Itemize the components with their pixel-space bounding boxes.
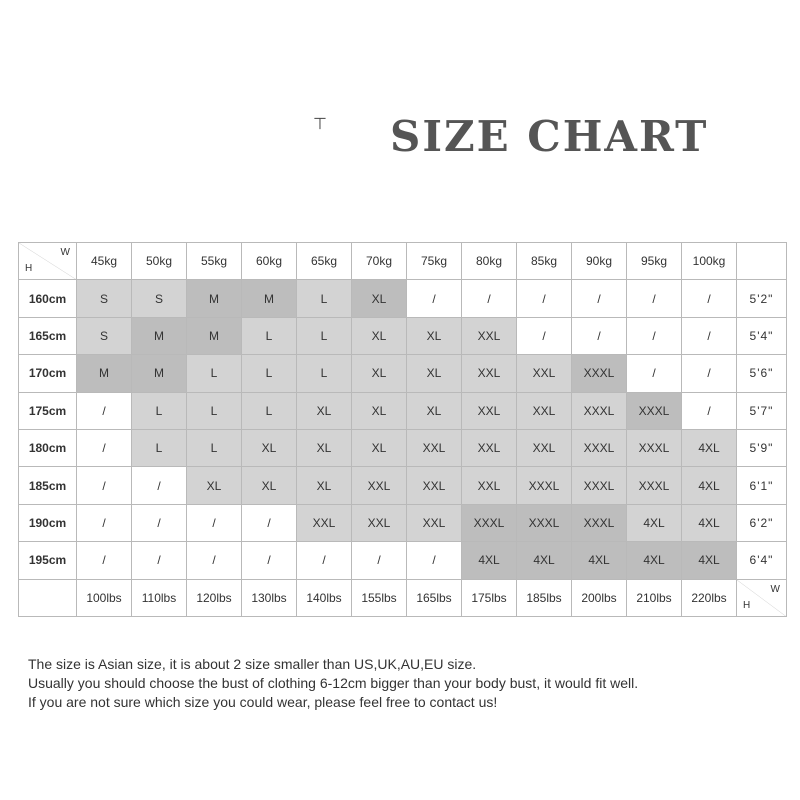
size-cell: 4XL <box>682 467 737 504</box>
size-table-body <box>19 243 787 617</box>
table-row <box>19 280 787 317</box>
size-cell: 4XL <box>682 542 737 579</box>
height-cell: 165cm <box>19 317 77 354</box>
pounds-cell: 175lbs <box>462 579 517 616</box>
size-cell: XXL <box>462 392 517 429</box>
size-cell: / <box>627 355 682 392</box>
size-cell: XL <box>407 355 462 392</box>
pounds-cell: 130lbs <box>242 579 297 616</box>
size-cell: M <box>77 355 132 392</box>
size-cell: XXL <box>352 504 407 541</box>
size-cell: S <box>77 280 132 317</box>
height-feet-cell: 5'7" <box>737 392 787 429</box>
size-table <box>18 242 787 617</box>
pounds-cell: 120lbs <box>187 579 242 616</box>
size-cell: XL <box>297 392 352 429</box>
size-cell: / <box>132 504 187 541</box>
size-cell: / <box>627 317 682 354</box>
weight-header-cell: 80kg <box>462 243 517 280</box>
size-cell: XL <box>242 467 297 504</box>
size-cell: / <box>242 542 297 579</box>
table-row <box>19 467 787 504</box>
pounds-cell: 110lbs <box>132 579 187 616</box>
size-cell: XL <box>352 317 407 354</box>
size-cell: / <box>77 429 132 466</box>
size-cell: 4XL <box>517 542 572 579</box>
size-cell: XXL <box>352 467 407 504</box>
size-cell: L <box>132 392 187 429</box>
pounds-cell: 100lbs <box>77 579 132 616</box>
height-feet-cell: 6'4" <box>737 542 787 579</box>
height-feet-cell: 5'6" <box>737 355 787 392</box>
weight-header-cell: 100kg <box>682 243 737 280</box>
size-cell: M <box>187 280 242 317</box>
size-cell: M <box>187 317 242 354</box>
weight-header-cell: 65kg <box>297 243 352 280</box>
size-cell: M <box>132 355 187 392</box>
size-cell: S <box>77 317 132 354</box>
size-cell: / <box>682 280 737 317</box>
weight-header-cell: 85kg <box>517 243 572 280</box>
size-cell: L <box>242 317 297 354</box>
height-cell: 195cm <box>19 542 77 579</box>
size-cell: / <box>77 392 132 429</box>
size-cell: / <box>407 280 462 317</box>
weight-axis-label: W <box>770 583 780 595</box>
size-cell: / <box>242 504 297 541</box>
size-cell: XL <box>407 317 462 354</box>
size-cell: XL <box>352 280 407 317</box>
size-cell: L <box>297 355 352 392</box>
height-axis-label: H <box>743 599 751 611</box>
pounds-cell: 185lbs <box>517 579 572 616</box>
height-cell: 180cm <box>19 429 77 466</box>
size-cell: / <box>187 504 242 541</box>
size-cell: XXXL <box>572 504 627 541</box>
height-feet-cell: 6'2" <box>737 504 787 541</box>
table-row <box>19 392 787 429</box>
size-cell: / <box>77 467 132 504</box>
size-cell: / <box>682 355 737 392</box>
pounds-cell: 140lbs <box>297 579 352 616</box>
table-row <box>19 504 787 541</box>
size-cell: XXL <box>297 504 352 541</box>
size-cell: / <box>517 317 572 354</box>
height-axis-label: H <box>25 263 33 275</box>
height-cell: 160cm <box>19 280 77 317</box>
size-cell: XL <box>297 429 352 466</box>
size-cell: S <box>132 280 187 317</box>
size-cell: M <box>132 317 187 354</box>
pounds-cell: 200lbs <box>572 579 627 616</box>
size-cell: XXL <box>407 467 462 504</box>
size-cell: XL <box>242 429 297 466</box>
pounds-cell: 210lbs <box>627 579 682 616</box>
size-cell: 4XL <box>682 504 737 541</box>
weight-header-cell: 75kg <box>407 243 462 280</box>
height-feet-cell: 6'1" <box>737 467 787 504</box>
pounds-footer-row <box>19 579 787 616</box>
size-cell: XXXL <box>627 392 682 429</box>
size-cell: XXXL <box>572 355 627 392</box>
size-cell: / <box>682 317 737 354</box>
weight-header-cell: 70kg <box>352 243 407 280</box>
weight-header-cell: 95kg <box>627 243 682 280</box>
height-cell: 175cm <box>19 392 77 429</box>
notes <box>28 655 638 712</box>
size-cell: XL <box>352 429 407 466</box>
size-cell: L <box>242 392 297 429</box>
size-cell: XL <box>352 355 407 392</box>
note-line: Usually you should choose the bust of clothing 6-12cm bigger than your body bust, it would fit well. <box>28 675 639 691</box>
weight-header-cell: 50kg <box>132 243 187 280</box>
note-line: The size is Asian size, it is about 2 size smaller than US,UK,AU,EU size. <box>28 656 477 672</box>
size-cell: 4XL <box>572 542 627 579</box>
decorative-mark: ⊤ <box>313 114 327 133</box>
size-cell: XXL <box>462 429 517 466</box>
size-cell: 4XL <box>682 429 737 466</box>
size-cell: XXXL <box>517 467 572 504</box>
weight-header-cell: 45kg <box>77 243 132 280</box>
weight-header-cell: 90kg <box>572 243 627 280</box>
size-cell: XXXL <box>627 467 682 504</box>
weight-header-cell: 60kg <box>242 243 297 280</box>
pounds-cell: 220lbs <box>682 579 737 616</box>
size-cell: M <box>242 280 297 317</box>
size-cell: XXL <box>517 429 572 466</box>
size-cell: / <box>132 542 187 579</box>
page-title: SIZE CHART <box>390 112 709 161</box>
table-row <box>19 317 787 354</box>
size-cell: / <box>627 280 682 317</box>
size-cell: XXL <box>407 504 462 541</box>
size-cell: XXXL <box>517 504 572 541</box>
size-cell: L <box>187 392 242 429</box>
height-cell: 190cm <box>19 504 77 541</box>
size-cell: L <box>297 280 352 317</box>
size-cell: XXXL <box>462 504 517 541</box>
size-cell: XXXL <box>572 467 627 504</box>
note-line: If you are not sure which size you could wear, please feel free to contact us! <box>28 694 498 710</box>
height-feet-cell: 5'9" <box>737 429 787 466</box>
pounds-cell: 165lbs <box>407 579 462 616</box>
size-cell: / <box>297 542 352 579</box>
size-cell: L <box>297 317 352 354</box>
height-feet-cell: 5'4" <box>737 317 787 354</box>
size-cell: XXL <box>517 355 572 392</box>
pounds-cell: 155lbs <box>352 579 407 616</box>
size-cell: / <box>572 317 627 354</box>
size-cell: XXL <box>407 429 462 466</box>
size-cell: / <box>352 542 407 579</box>
empty-cell <box>737 243 787 280</box>
size-cell: / <box>682 392 737 429</box>
size-cell: / <box>187 542 242 579</box>
size-cell: / <box>572 280 627 317</box>
size-cell: XXXL <box>572 392 627 429</box>
table-row <box>19 542 787 579</box>
size-cell: L <box>132 429 187 466</box>
size-cell: XXL <box>462 355 517 392</box>
empty-cell <box>19 579 77 616</box>
size-cell: 4XL <box>627 504 682 541</box>
size-cell: 4XL <box>627 542 682 579</box>
corner-cell-bottom <box>737 579 787 616</box>
size-cell: XXL <box>462 317 517 354</box>
size-cell: L <box>187 429 242 466</box>
size-cell: XXXL <box>572 429 627 466</box>
size-cell: / <box>462 280 517 317</box>
size-cell: XXL <box>462 467 517 504</box>
height-feet-cell: 5'2" <box>737 280 787 317</box>
size-cell: XL <box>297 467 352 504</box>
table-row <box>19 429 787 466</box>
size-cell: XXL <box>517 392 572 429</box>
size-cell: / <box>407 542 462 579</box>
size-cell: XL <box>187 467 242 504</box>
size-cell: XXXL <box>627 429 682 466</box>
size-cell: L <box>187 355 242 392</box>
size-cell: / <box>132 467 187 504</box>
weight-axis-label: W <box>60 247 70 258</box>
size-cell: 4XL <box>462 542 517 579</box>
height-cell: 170cm <box>19 355 77 392</box>
weight-header-row <box>19 243 787 280</box>
height-cell: 185cm <box>19 467 77 504</box>
size-cell: / <box>517 280 572 317</box>
weight-header-cell: 55kg <box>187 243 242 280</box>
size-cell: / <box>77 504 132 541</box>
size-cell: XL <box>407 392 462 429</box>
table-row <box>19 355 787 392</box>
corner-cell-top <box>19 243 77 280</box>
size-cell: XL <box>352 392 407 429</box>
size-cell: / <box>77 542 132 579</box>
size-cell: L <box>242 355 297 392</box>
